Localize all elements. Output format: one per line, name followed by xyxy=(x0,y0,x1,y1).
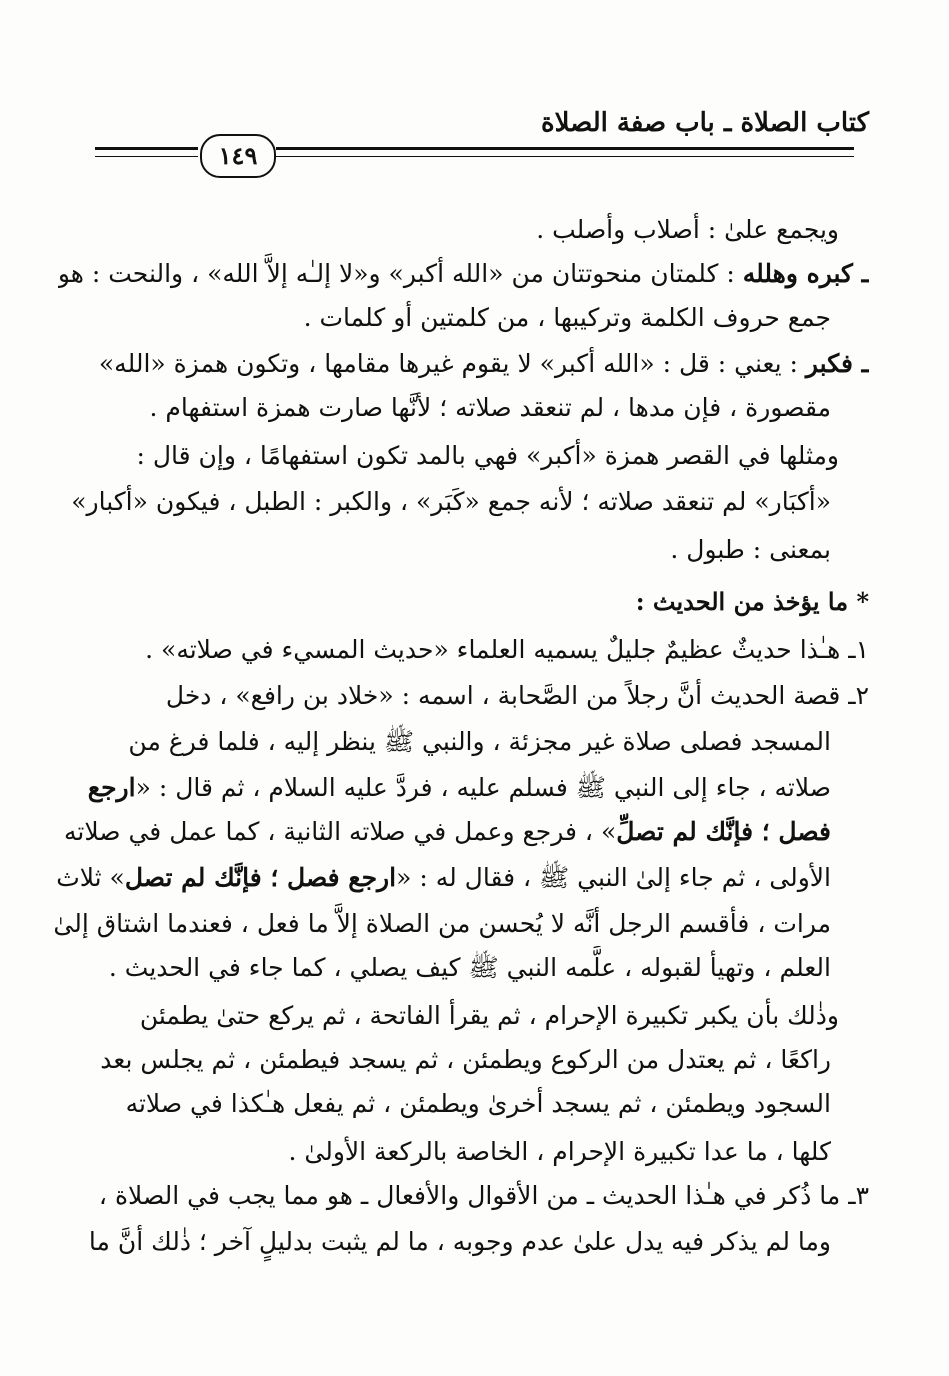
text-line: مرات ، فأقسم الرجل أنَّه لا يُحسن من الصلاة إلاَّ ما فعل ، فعندما اشتاق إلىٰ xyxy=(53,909,831,938)
text-line: ومثلها في القصر همزة «أكبر» فهي بالمد تكون استفهامًا ، وإن قال : xyxy=(136,441,839,470)
header-rule-left-bottom xyxy=(95,156,198,157)
text-line: بمعنى : طبول . xyxy=(670,535,831,564)
list-item-2: ٢ـ قصة الحديث أنَّ رجلاً من الصَّحابة ، اسمه : «خلاد بن رافع» ، دخل xyxy=(165,681,869,710)
text-line: الأولى ، ثم جاء إلىٰ النبي ﷺ ، فقال له : «ارجع فصل ؛ فإنَّك لم تصل» ثلاث xyxy=(56,863,831,892)
page-number: ١٤٩ xyxy=(200,134,276,178)
text-line: السجود ويطمئن ، ثم يسجد أخرىٰ ويطمئن ، ثم يفعل هـٰكذا في صلاته xyxy=(125,1089,831,1118)
list-item-1: ١ـ هـٰذا حديثٌ عظيمٌ جليلٌ يسميه العلماء «حديث المسيء في صلاته» . xyxy=(145,635,869,664)
header-rule-right-top xyxy=(276,147,854,150)
text-line: جمع حروف الكلمة وتركيبها ، من كلمتين أو كلمات . xyxy=(303,303,831,332)
page-title: كتاب الصلاة ـ باب صفة الصلاة xyxy=(541,108,869,138)
header-rule-right-bottom xyxy=(276,156,854,157)
text-line: المسجد فصلى صلاة غير مجزئة ، والنبي ﷺ ينظر إليه ، فلما فرغ من xyxy=(128,727,831,756)
text-line: فصل ؛ فإنَّك لم تصلِّ» ، فرجع وعمل في صلاته الثانية ، كما عمل في صلاته xyxy=(64,817,831,846)
text-line: ويجمع علىٰ : أصلاب وأصلب . xyxy=(536,215,839,244)
text-line: وذٰلك بأن يكبر تكبيرة الإحرام ، ثم يقرأ الفاتحة ، ثم يركع حتىٰ يطمئن xyxy=(139,1001,839,1030)
text-line: مقصورة ، فإن مدها ، لم تنعقد صلاته ؛ لأنَّها صارت همزة استفهام . xyxy=(149,393,831,422)
text-line: كلها ، ما عدا تكبيرة الإحرام ، الخاصة بالركعة الأولىٰ . xyxy=(288,1137,831,1166)
text-line: العلم ، وتهيأ لقبوله ، علَّمه النبي ﷺ كيف يصلي ، كما جاء في الحديث . xyxy=(108,953,831,982)
list-item-3: ٣ـ ما ذُكر في هـٰذا الحديث ـ من الأقوال والأفعال ـ هو مما يجب في الصلاة ، xyxy=(98,1181,869,1210)
text-line: ـ كبره وهلله : كلمتان منحوتتان من «الله أكبر» و«لا إلـٰه إلاَّ الله» ، والنحت : هو xyxy=(57,259,869,288)
text-line: «أكبَار» لم تنعقد صلاته ؛ لأنه جمع «كَبَر» ، والكبر : الطبل ، فيكون «أكبار» xyxy=(71,487,831,516)
text-line: ـ فكبر : يعني : قل : «الله أكبر» لا يقوم غيرها مقامها ، وتكون همزة «الله» xyxy=(98,349,869,378)
header-rule-left-top xyxy=(95,147,198,150)
section-heading: * ما يؤخذ من الحديث : xyxy=(635,587,869,616)
text-line: صلاته ، جاء إلى النبي ﷺ فسلم عليه ، فردَّ عليه السلام ، ثم قال : «ارجع xyxy=(87,773,831,802)
text-line: وما لم يذكر فيه يدل علىٰ عدم وجوبه ، ما لم يثبت بدليلٍ آخر ؛ ذٰلك أنَّ ما xyxy=(88,1227,831,1256)
text-line: راكعًا ، ثم يعتدل من الركوع ويطمئن ، ثم يسجد فيطمئن ، ثم يجلس بعد xyxy=(100,1045,831,1074)
